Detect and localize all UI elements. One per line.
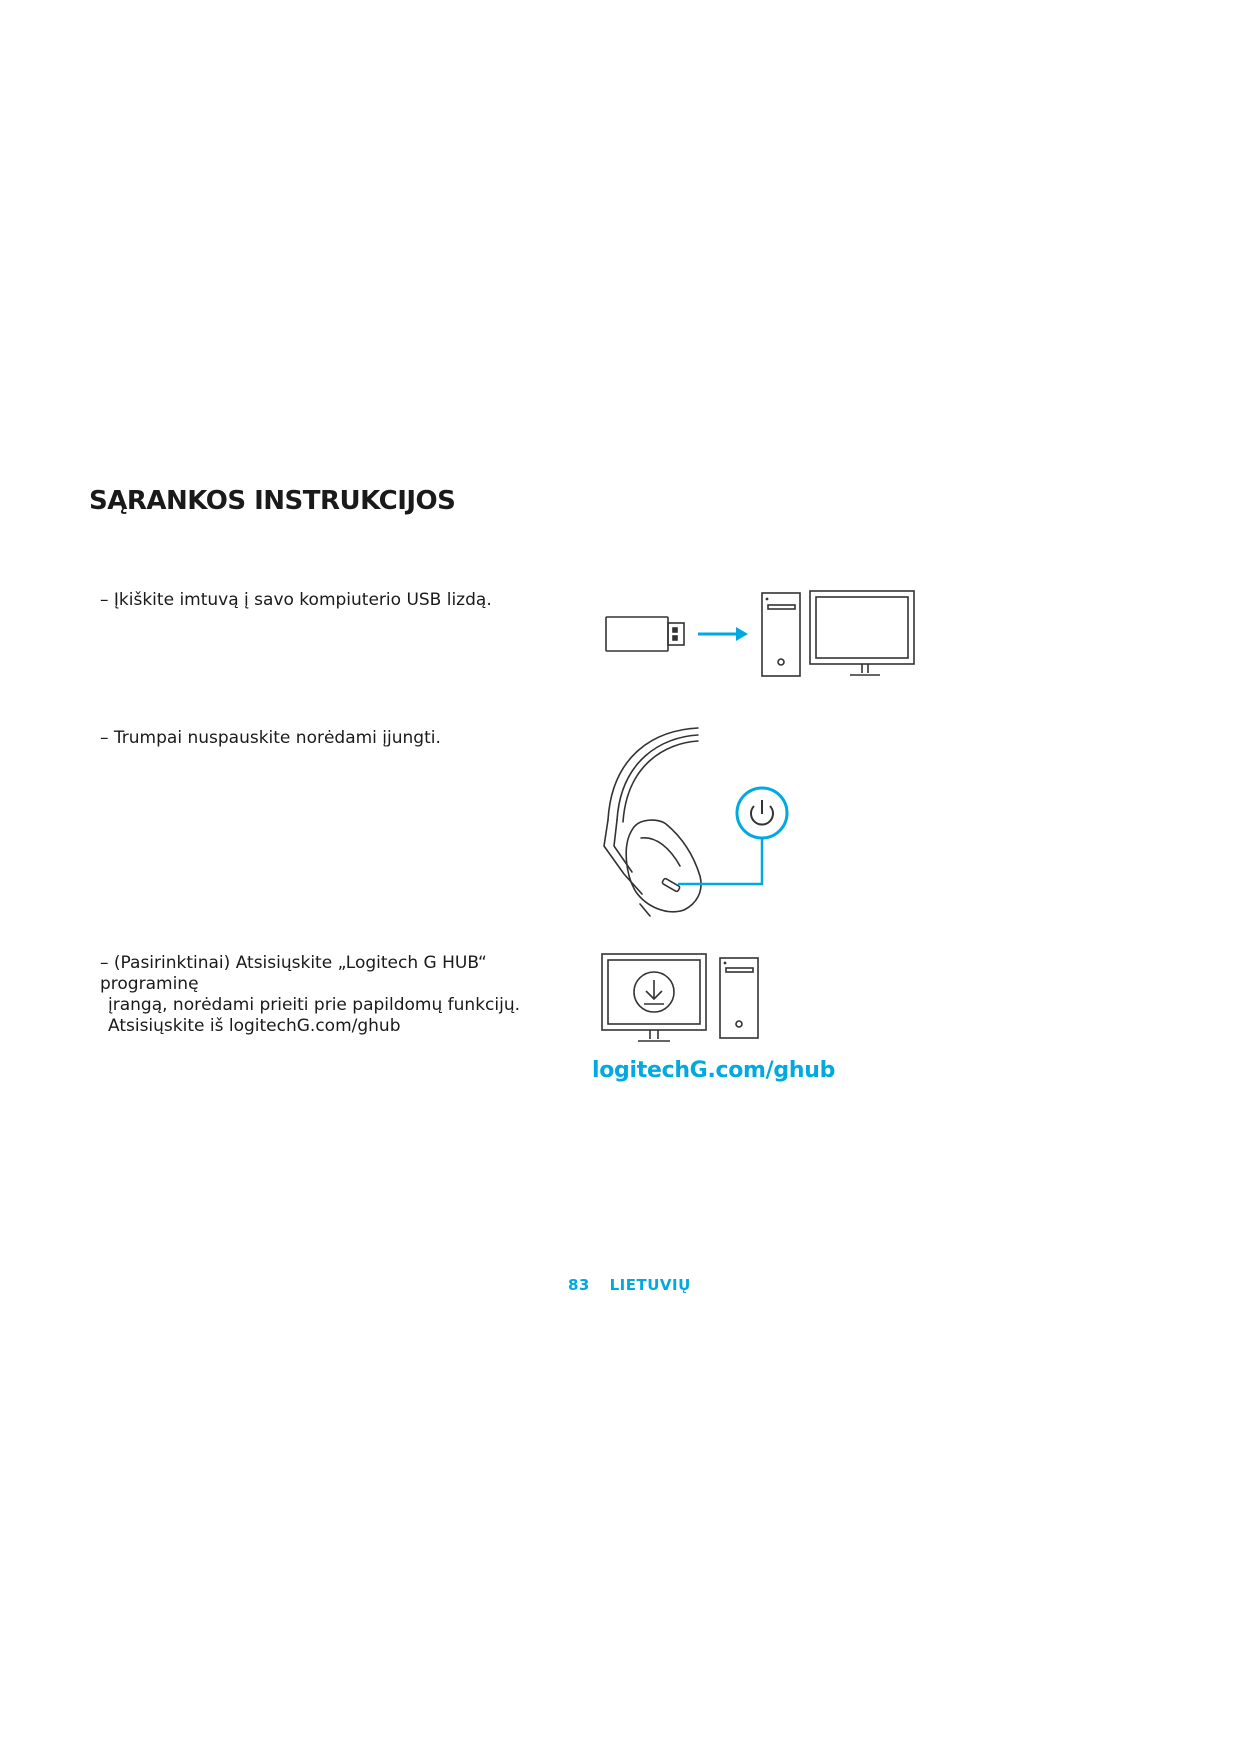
headset-power-illustration — [596, 726, 806, 926]
step-download-text — [100, 953, 580, 1037]
step-insert-receiver-text: – Įkiškite imtuvą į savo kompiuterio USB lizdą. — [100, 590, 492, 610]
monitor-icon — [810, 591, 914, 675]
step-download-line-1: – (Pasirinktinai) Atsisiųskite „Logitech G HUB“ programinę — [100, 953, 487, 994]
page-number: 83 — [568, 1276, 590, 1294]
step-download-line-2: įrangą, norėdami prieiti prie papildomų funkcijų. — [108, 995, 521, 1015]
footer-language: LIETUVIŲ — [609, 1276, 691, 1294]
logitech-ghub-link[interactable]: logitechG.com/ghub — [592, 1058, 836, 1083]
page-title: SĄRANKOS INSTRUKCIJOS — [89, 486, 456, 516]
pc-tower-icon — [762, 593, 800, 676]
page-footer — [568, 1276, 691, 1294]
step-power-on-text: – Trumpai nuspauskite norėdami įjungti. — [100, 728, 441, 748]
step-download-line-3: Atsisiųskite iš logitechG.com/ghub — [108, 1016, 401, 1036]
download-illustration — [600, 950, 770, 1046]
callout-line — [678, 838, 762, 884]
headset-icon — [604, 728, 701, 916]
usb-receiver-icon — [606, 617, 684, 651]
pc-tower-icon — [720, 958, 758, 1038]
power-icon — [737, 788, 787, 838]
arrow-right-icon — [698, 627, 748, 641]
usb-to-computer-illustration — [600, 585, 920, 681]
download-icon — [634, 972, 674, 1012]
